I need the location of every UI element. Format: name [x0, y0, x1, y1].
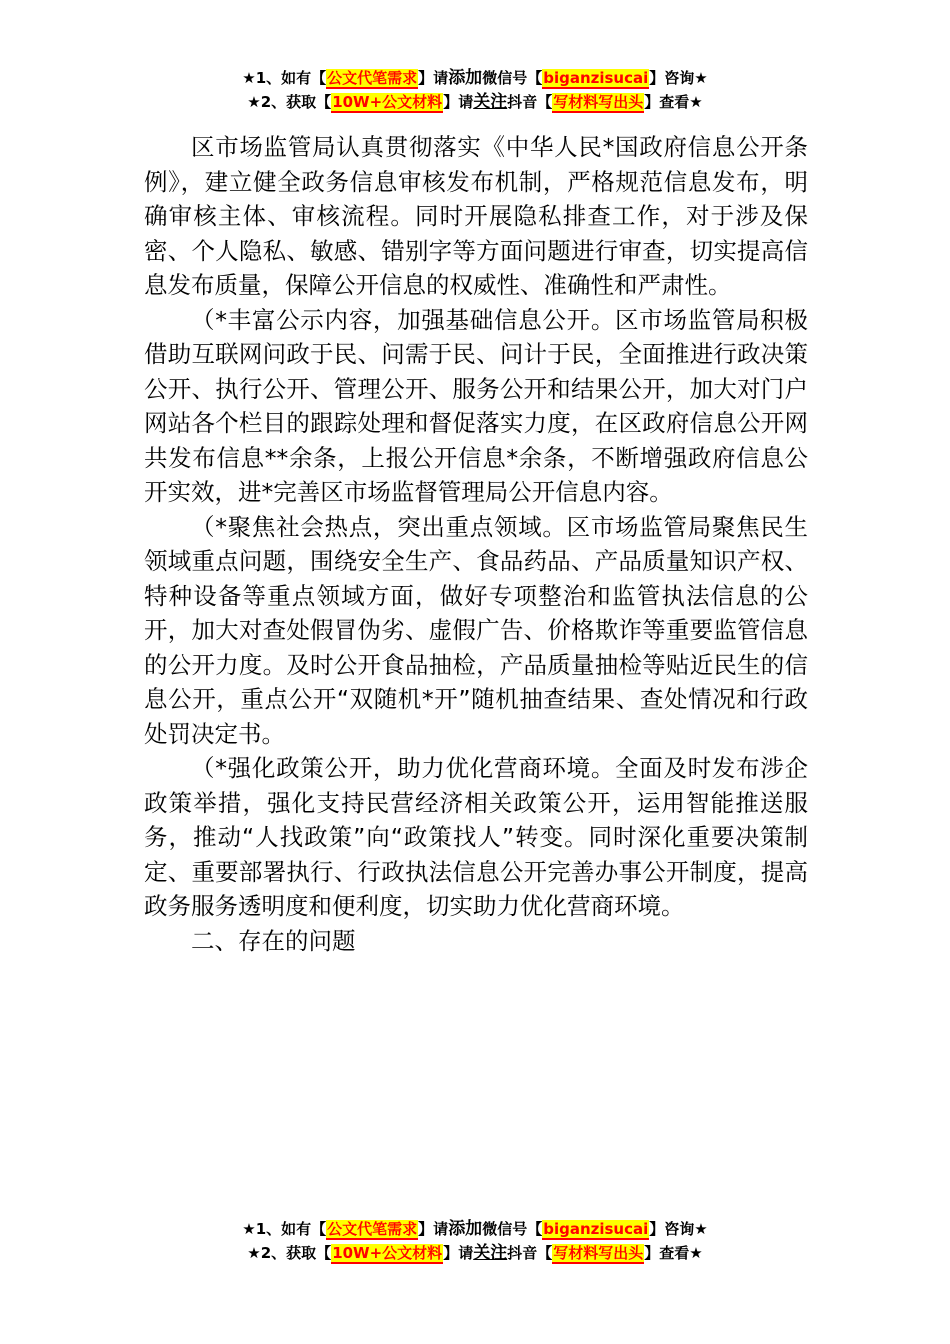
promo-line-1-mid: 】请	[418, 69, 449, 87]
promo-line-1-emphasis: 添加	[448, 1219, 483, 1239]
promo-line-2-highlight-douyin: 写材料写出头	[553, 93, 644, 111]
promo-line-1-highlight-wechat: biganzisucai	[543, 1220, 649, 1238]
promo-line-2	[0, 1241, 950, 1265]
promo-line-2-prefix: ★2、获取【	[247, 1244, 332, 1262]
promo-line-1-emphasis: 添加	[448, 68, 483, 88]
promo-line-1-highlight-service: 公文代笔需求	[327, 69, 418, 87]
promo-line-1	[0, 1217, 950, 1241]
promo-line-2-mid: 】请	[443, 93, 474, 111]
promo-line-2-mid: 】请	[443, 1244, 474, 1262]
header-promo	[0, 66, 950, 114]
paragraph-intro: 区市场监管局认真贯彻落实《中华人民*国政府信息公开条例》，建立健全政务信息审核发布机制，严格规范信息发布，明确审核主体、审核流程。同时开展隐私排查工作，对于涉及保密、个人隐私、敏感、错别字等方面问题进行审查，切实提高信息发布质量，保障公开信息的权威性、准确性和严肃性。	[144, 133, 808, 299]
promo-line-2	[0, 90, 950, 114]
promo-line-1-highlight-service: 公文代笔需求	[327, 1220, 418, 1238]
promo-line-2-mid2: 抖音【	[507, 1244, 553, 1262]
promo-line-1-mid: 】请	[418, 1220, 449, 1238]
paragraph-policy: （*强化政策公开，助力优化营商环境。全面及时发布涉企政策举措，强化支持民营经济相关政策公开，运用智能推送服务，推动“人找政策”向“政策找人”转变。同时深化重要决策制定、重要部署执行、行政执法信息公开完善办事公开制度，提高政务服务透明度和便利度，切实助力优化营商环境。	[144, 754, 808, 920]
promo-line-2-highlight-materials: 10W+公文材料	[332, 93, 443, 111]
promo-line-2-emphasis: 关注	[473, 92, 508, 112]
promo-line-1-mid2: 微信号【	[482, 1220, 543, 1238]
promo-line-2-highlight-douyin: 写材料写出头	[553, 1244, 644, 1262]
paragraph-hotspots: （*聚焦社会热点，突出重点领域。区市场监管局聚焦民生领域重点问题，围绕安全生产、食品药品、产品质量知识产权、特种设备等重点领域方面，做好专项整治和监管执法信息的公开，加大对查处假冒伪劣、虚假广告、价格欺诈等重要监管信息的公开力度。及时公开食品抽检，产品质量抽检等贴近民生的信息公开，重点公开“双随机*开”随机抽查结果、查处情况和行政处罚决定书。	[144, 512, 808, 748]
promo-line-1-prefix: ★1、如有【	[242, 69, 327, 87]
document-body	[144, 130, 808, 958]
promo-line-1	[0, 66, 950, 90]
promo-line-2-suffix: 】查看★	[644, 93, 703, 111]
promo-line-2-emphasis: 关注	[473, 1243, 508, 1263]
promo-line-1-highlight-wechat: biganzisucai	[543, 69, 649, 87]
promo-line-1-suffix: 】咨询★	[649, 1220, 708, 1238]
promo-line-2-prefix: ★2、获取【	[247, 93, 332, 111]
section-heading-problems: 二、存在的问题	[191, 926, 356, 955]
promo-line-1-suffix: 】咨询★	[649, 69, 708, 87]
paragraph-basic-info: （*丰富公示内容，加强基础信息公开。区市场监管局积极借助互联网问政于民、问需于民、问计于民，全面推进行政决策公开、执行公开、管理公开、服务公开和结果公开，加大对门户网站各个栏目的跟踪处理和督促落实力度，在区政府信息公开网共发布信息**余条，上报公开信息*余条，不断增强政府信息公开实效，进*完善区市场监督管理局公开信息内容。	[144, 305, 808, 506]
promo-line-2-mid2: 抖音【	[507, 93, 553, 111]
promo-line-2-suffix: 】查看★	[644, 1244, 703, 1262]
promo-line-2-highlight-materials: 10W+公文材料	[332, 1244, 443, 1262]
promo-line-1-mid2: 微信号【	[482, 69, 543, 87]
footer-promo	[0, 1217, 950, 1265]
promo-line-1-prefix: ★1、如有【	[242, 1220, 327, 1238]
